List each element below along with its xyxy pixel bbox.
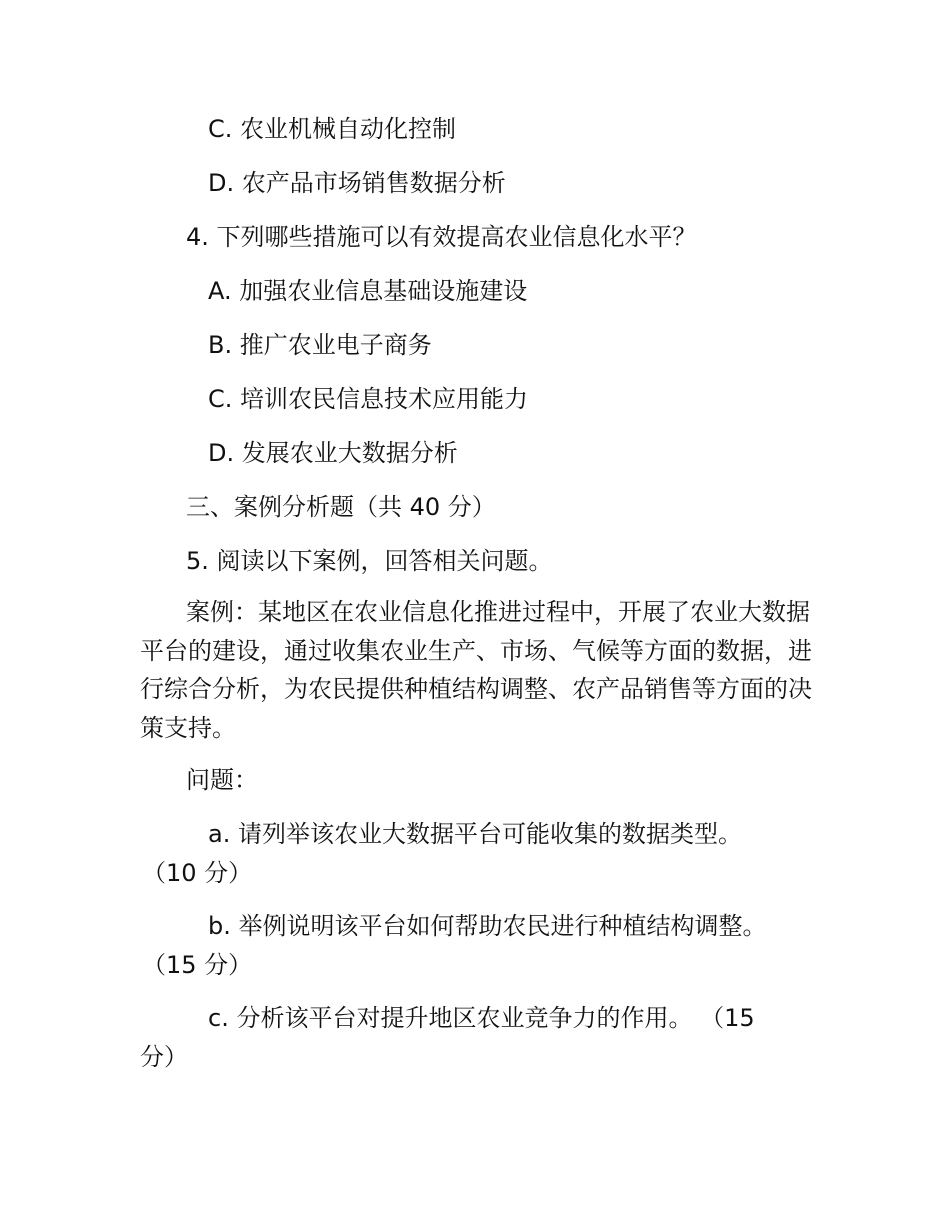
q3-option-d: D. 农产品市场销售数据分析 xyxy=(208,169,506,197)
sub-question-b: b. 举例说明该平台如何帮助农民进行种植结构调整。 xyxy=(208,912,767,940)
q4-option-b: B. 推广农业电子商务 xyxy=(208,331,432,359)
section-heading: 三、案例分析题（共 40 分） xyxy=(186,493,496,521)
sub-question-a: a. 请列举该农业大数据平台可能收集的数据类型。 xyxy=(208,820,742,848)
sub-question-b-points: （15 分） xyxy=(142,951,253,979)
q4-option-a: A. 加强农业信息基础设施建设 xyxy=(208,277,528,305)
case-paragraph: 案例：某地区在农业信息化推进过程中，开展了农业大数据平台的建设，通过收集农业生产、市场、气候等方面的数据，进行综合分析，为农民提供种植结构调整、农产品销售等方面的决策支持。 xyxy=(140,598,812,742)
q3-option-c: C. 农业机械自动化控制 xyxy=(208,115,457,143)
q4-question: 4. 下列哪些措施可以有效提高农业信息化水平？ xyxy=(186,223,697,251)
q4-option-d: D. 发展农业大数据分析 xyxy=(208,439,458,467)
questions-label: 问题： xyxy=(186,766,258,794)
q4-option-c: C. 培训农民信息技术应用能力 xyxy=(208,385,529,413)
sub-question-c-points: 分） xyxy=(140,1043,188,1071)
q5-prompt: 5. 阅读以下案例，回答相关问题。 xyxy=(186,547,553,575)
sub-question-c: c. 分析该平台对提升地区农业竞争力的作用。 （15 xyxy=(208,1004,755,1032)
sub-question-a-points: （10 分） xyxy=(142,859,253,887)
